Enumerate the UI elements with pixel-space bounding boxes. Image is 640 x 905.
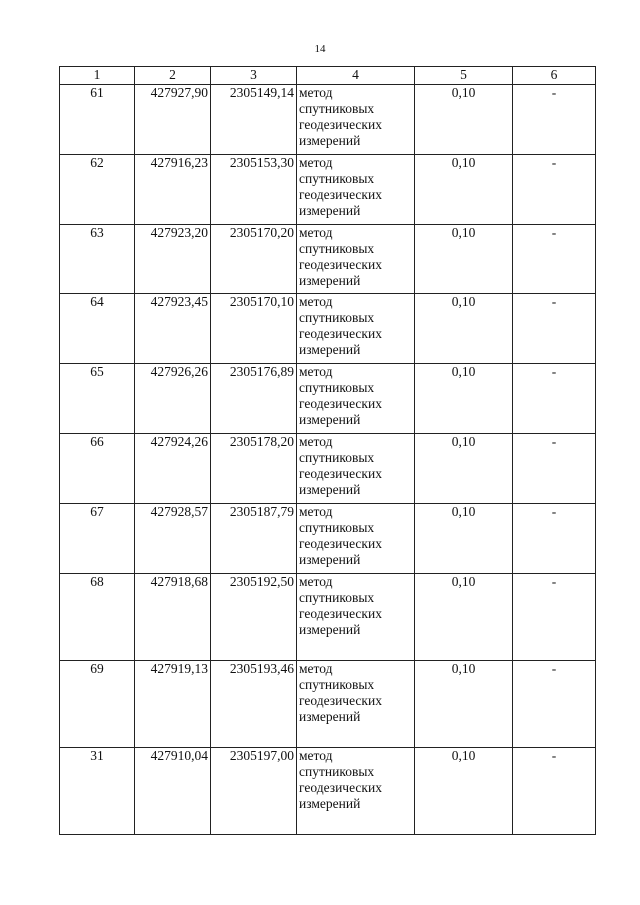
method-line: спутниковых bbox=[299, 310, 375, 325]
method-line: геодезических bbox=[299, 257, 382, 272]
method-cell bbox=[297, 504, 415, 574]
x-coordinate-cell: 427916,23 bbox=[135, 155, 211, 225]
point-number-cell: 63 bbox=[60, 225, 135, 294]
header-col-6: 6 bbox=[513, 67, 596, 85]
note-cell: - bbox=[513, 364, 596, 434]
table-header bbox=[60, 67, 596, 85]
x-coordinate-cell: 427924,26 bbox=[135, 434, 211, 504]
x-coordinate-cell: 427923,45 bbox=[135, 294, 211, 364]
method-line: геодезических bbox=[299, 326, 382, 341]
y-coordinate-cell: 2305170,10 bbox=[211, 294, 297, 364]
method-line: метод bbox=[299, 294, 333, 309]
table-row bbox=[60, 661, 596, 748]
method-line: спутниковых bbox=[299, 677, 375, 692]
y-coordinate-cell: 2305192,50 bbox=[211, 574, 297, 661]
method-line: метод bbox=[299, 661, 333, 676]
coordinates-table bbox=[59, 66, 596, 835]
point-number-cell: 31 bbox=[60, 748, 135, 835]
method-cell bbox=[297, 364, 415, 434]
accuracy-cell: 0,10 bbox=[415, 364, 513, 434]
method-line: спутниковых bbox=[299, 171, 375, 186]
table-row bbox=[60, 434, 596, 504]
note-cell: - bbox=[513, 225, 596, 294]
x-coordinate-cell: 427919,13 bbox=[135, 661, 211, 748]
method-line: спутниковых bbox=[299, 241, 375, 256]
accuracy-cell: 0,10 bbox=[415, 85, 513, 155]
method-line: измерений bbox=[299, 622, 361, 637]
method-line: измерений bbox=[299, 342, 361, 357]
method-line: геодезических bbox=[299, 536, 382, 551]
y-coordinate-cell: 2305178,20 bbox=[211, 434, 297, 504]
method-cell bbox=[297, 294, 415, 364]
method-line: измерений bbox=[299, 273, 361, 288]
table-row bbox=[60, 155, 596, 225]
table-row bbox=[60, 294, 596, 364]
method-line: метод bbox=[299, 225, 333, 240]
x-coordinate-cell: 427918,68 bbox=[135, 574, 211, 661]
header-row bbox=[60, 67, 596, 85]
point-number-cell: 61 bbox=[60, 85, 135, 155]
method-line: метод bbox=[299, 85, 333, 100]
method-line: метод bbox=[299, 748, 333, 763]
accuracy-cell: 0,10 bbox=[415, 504, 513, 574]
method-line: метод bbox=[299, 364, 333, 379]
method-line: геодезических bbox=[299, 187, 382, 202]
method-cell bbox=[297, 748, 415, 835]
y-coordinate-cell: 2305197,00 bbox=[211, 748, 297, 835]
page-number: 14 bbox=[314, 43, 326, 55]
x-coordinate-cell: 427928,57 bbox=[135, 504, 211, 574]
accuracy-cell: 0,10 bbox=[415, 574, 513, 661]
table-row bbox=[60, 85, 596, 155]
y-coordinate-cell: 2305176,89 bbox=[211, 364, 297, 434]
method-line: спутниковых bbox=[299, 450, 375, 465]
header-col-3: 3 bbox=[211, 67, 297, 85]
accuracy-cell: 0,10 bbox=[415, 661, 513, 748]
accuracy-cell: 0,10 bbox=[415, 155, 513, 225]
point-number-cell: 66 bbox=[60, 434, 135, 504]
method-line: метод bbox=[299, 434, 333, 449]
method-line: геодезических bbox=[299, 117, 382, 132]
table-row bbox=[60, 748, 596, 835]
x-coordinate-cell: 427910,04 bbox=[135, 748, 211, 835]
table-row bbox=[60, 574, 596, 661]
accuracy-cell: 0,10 bbox=[415, 294, 513, 364]
method-line: спутниковых bbox=[299, 590, 375, 605]
note-cell: - bbox=[513, 748, 596, 835]
y-coordinate-cell: 2305193,46 bbox=[211, 661, 297, 748]
header-col-4: 4 bbox=[297, 67, 415, 85]
method-cell bbox=[297, 85, 415, 155]
x-coordinate-cell: 427926,26 bbox=[135, 364, 211, 434]
note-cell: - bbox=[513, 155, 596, 225]
point-number-cell: 67 bbox=[60, 504, 135, 574]
method-line: геодезических bbox=[299, 466, 382, 481]
y-coordinate-cell: 2305170,20 bbox=[211, 225, 297, 294]
note-cell: - bbox=[513, 504, 596, 574]
method-line: измерений bbox=[299, 133, 361, 148]
method-cell bbox=[297, 661, 415, 748]
point-number-cell: 64 bbox=[60, 294, 135, 364]
method-line: измерений bbox=[299, 482, 361, 497]
accuracy-cell: 0,10 bbox=[415, 748, 513, 835]
method-line: измерений bbox=[299, 709, 361, 724]
method-cell bbox=[297, 434, 415, 504]
y-coordinate-cell: 2305187,79 bbox=[211, 504, 297, 574]
header-col-2: 2 bbox=[135, 67, 211, 85]
method-line: метод bbox=[299, 504, 333, 519]
method-line: измерений bbox=[299, 552, 361, 567]
y-coordinate-cell: 2305149,14 bbox=[211, 85, 297, 155]
method-line: геодезических bbox=[299, 396, 382, 411]
method-line: спутниковых bbox=[299, 380, 375, 395]
method-line: геодезических bbox=[299, 693, 382, 708]
method-line: измерений bbox=[299, 412, 361, 427]
y-coordinate-cell: 2305153,30 bbox=[211, 155, 297, 225]
note-cell: - bbox=[513, 574, 596, 661]
table-row bbox=[60, 364, 596, 434]
note-cell: - bbox=[513, 294, 596, 364]
x-coordinate-cell: 427927,90 bbox=[135, 85, 211, 155]
table-row bbox=[60, 504, 596, 574]
method-line: геодезических bbox=[299, 606, 382, 621]
header-col-1: 1 bbox=[60, 67, 135, 85]
point-number-cell: 62 bbox=[60, 155, 135, 225]
method-line: геодезических bbox=[299, 780, 382, 795]
method-cell bbox=[297, 574, 415, 661]
note-cell: - bbox=[513, 85, 596, 155]
method-cell bbox=[297, 225, 415, 294]
point-number-cell: 68 bbox=[60, 574, 135, 661]
x-coordinate-cell: 427923,20 bbox=[135, 225, 211, 294]
method-line: метод bbox=[299, 574, 333, 589]
method-line: метод bbox=[299, 155, 333, 170]
table-body bbox=[60, 85, 596, 835]
header-col-5: 5 bbox=[415, 67, 513, 85]
accuracy-cell: 0,10 bbox=[415, 225, 513, 294]
method-line: спутниковых bbox=[299, 520, 375, 535]
table-row bbox=[60, 225, 596, 294]
point-number-cell: 69 bbox=[60, 661, 135, 748]
accuracy-cell: 0,10 bbox=[415, 434, 513, 504]
note-cell: - bbox=[513, 661, 596, 748]
method-line: измерений bbox=[299, 203, 361, 218]
method-cell bbox=[297, 155, 415, 225]
method-line: измерений bbox=[299, 796, 361, 811]
method-line: спутниковых bbox=[299, 101, 375, 116]
point-number-cell: 65 bbox=[60, 364, 135, 434]
method-line: спутниковых bbox=[299, 764, 375, 779]
note-cell: - bbox=[513, 434, 596, 504]
